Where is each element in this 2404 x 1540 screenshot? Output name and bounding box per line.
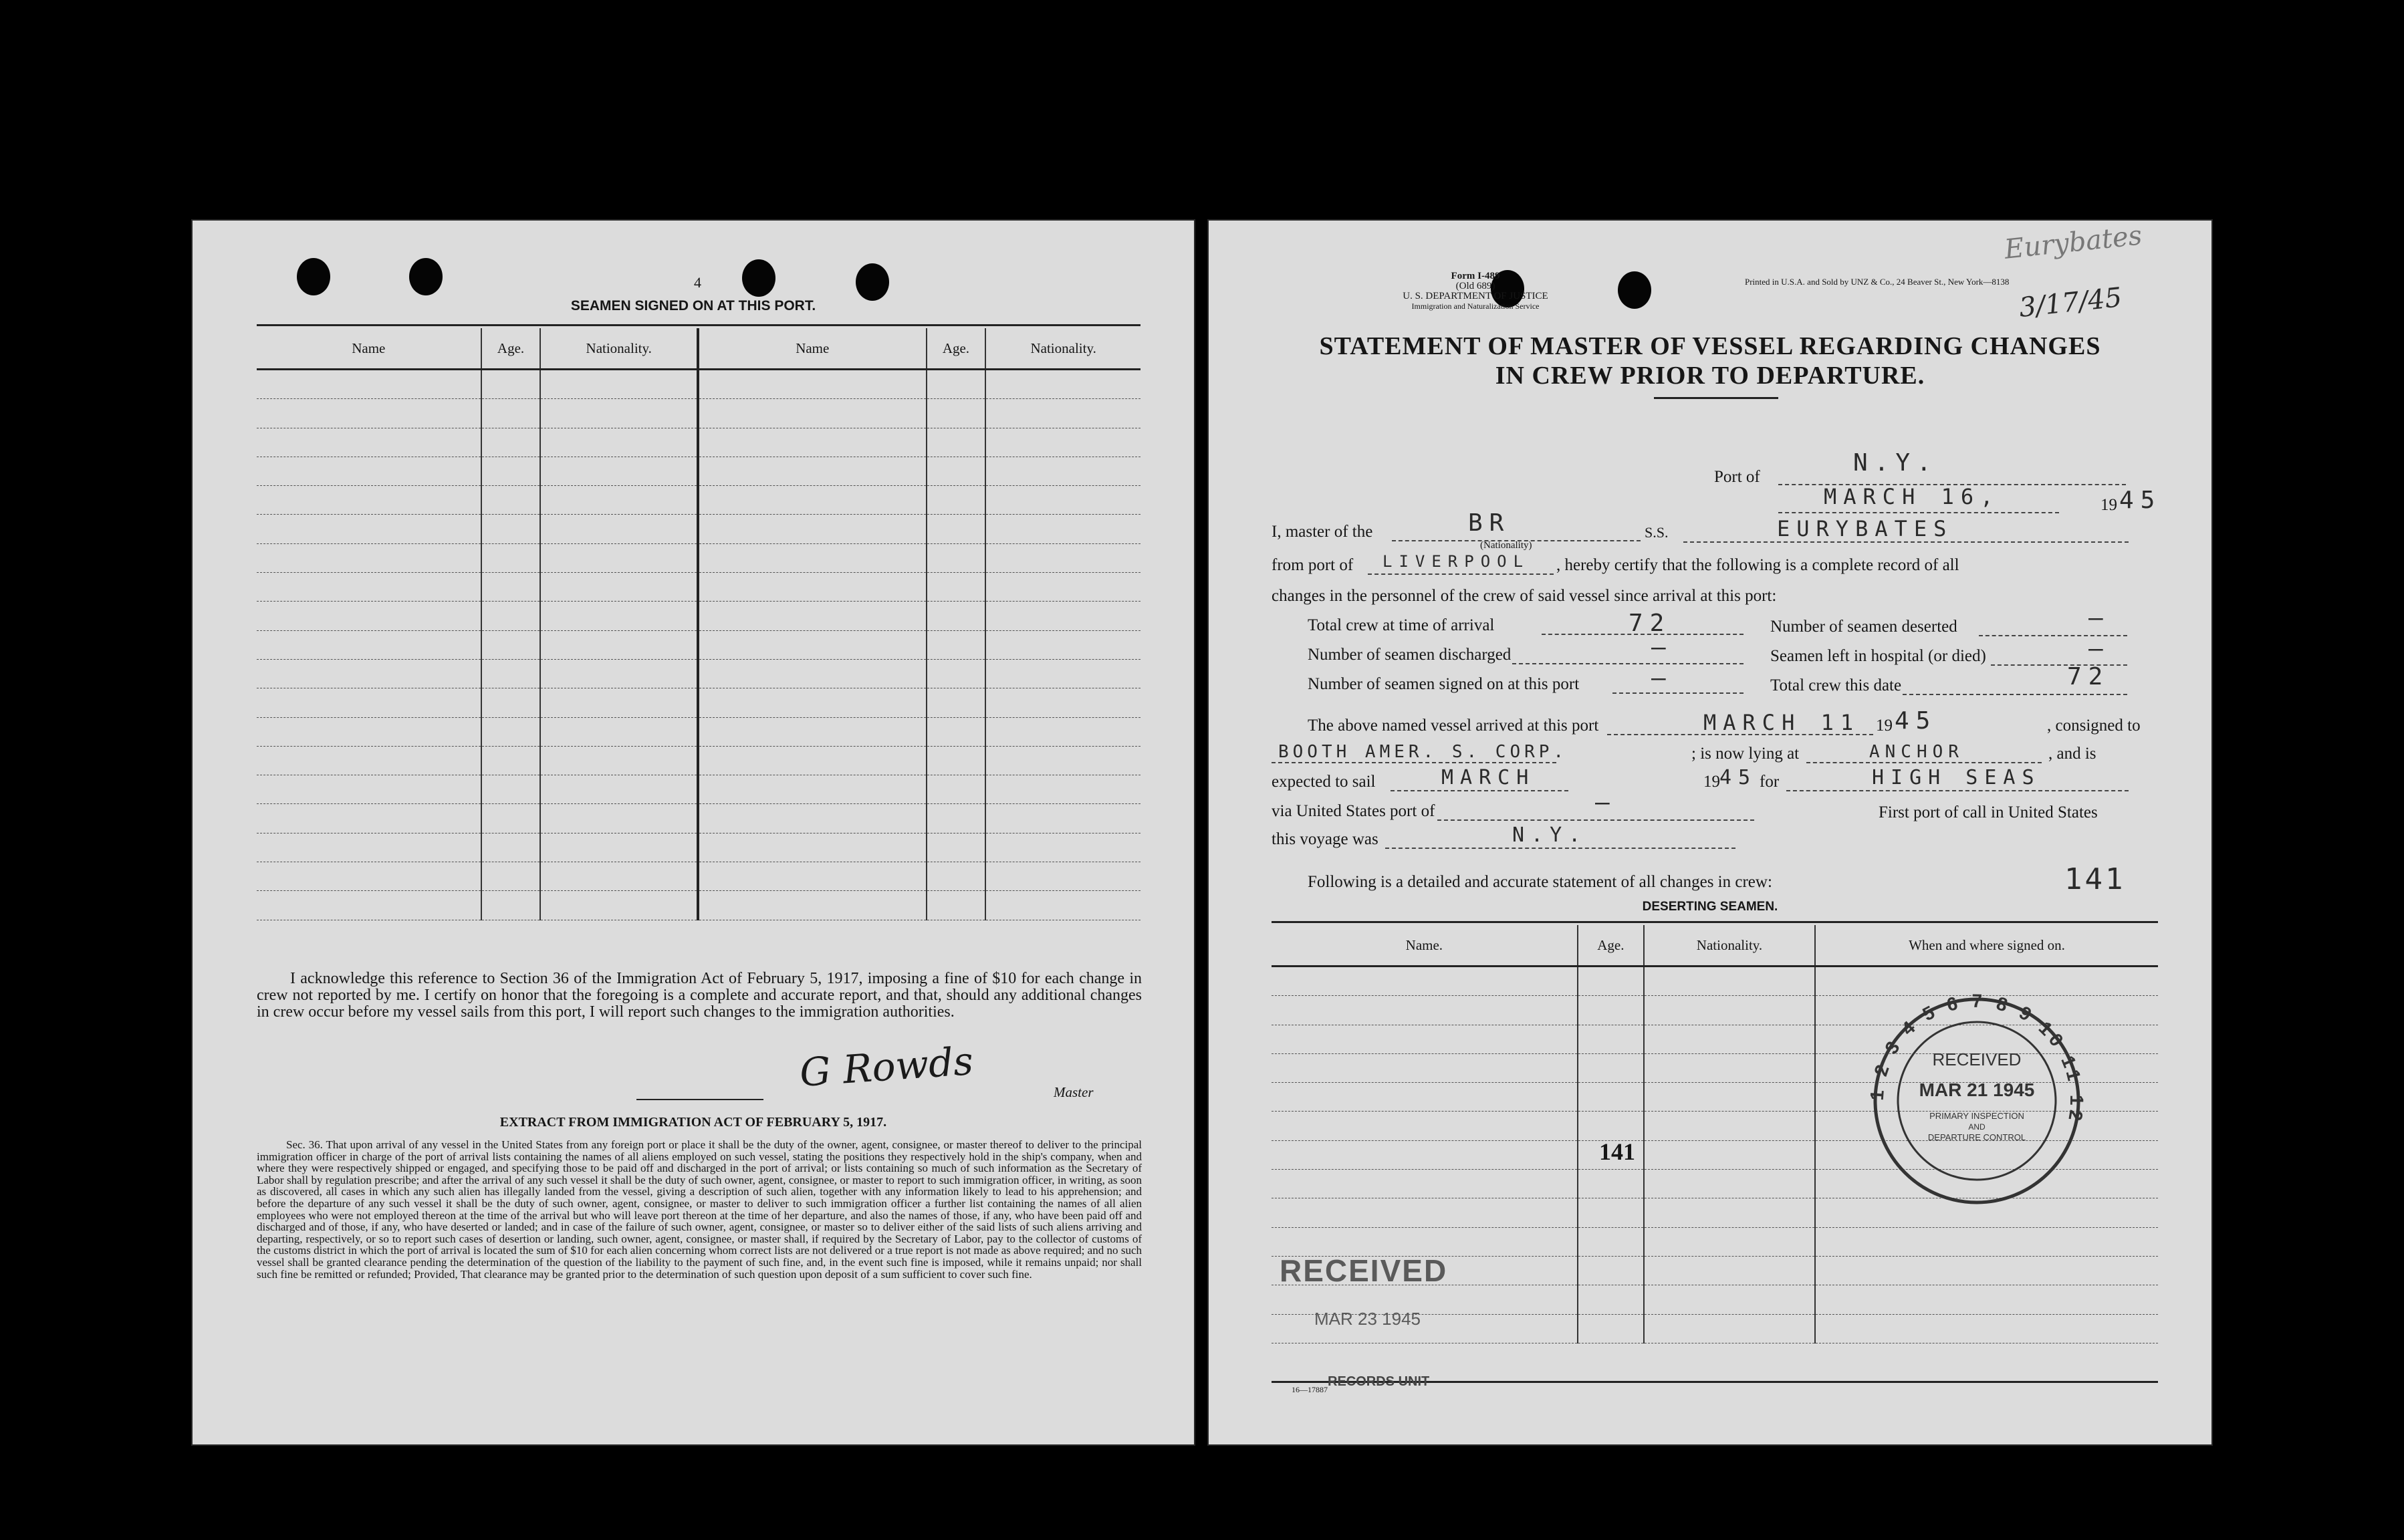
expected-label: expected to sail bbox=[1272, 773, 1376, 791]
table-cell bbox=[1644, 1227, 1815, 1256]
table-top-rule bbox=[1272, 921, 2158, 923]
table-row bbox=[257, 399, 1140, 428]
and-is-label: , and is bbox=[2048, 745, 2096, 763]
cell-141: 141 bbox=[1599, 1138, 1635, 1165]
table-cell bbox=[698, 833, 927, 862]
col-header-nationality: Nationality. bbox=[1644, 925, 1815, 967]
table-cell bbox=[540, 630, 698, 659]
punch-hole bbox=[856, 263, 889, 301]
col-header-age: Age. bbox=[1578, 925, 1644, 967]
table-cell bbox=[1815, 1227, 2158, 1256]
consignee-line bbox=[1272, 762, 1556, 763]
table-cell bbox=[540, 746, 698, 775]
table-cell bbox=[698, 862, 927, 891]
table-cell bbox=[927, 630, 986, 659]
table-cell bbox=[985, 688, 1140, 717]
table-row bbox=[257, 602, 1140, 630]
table-cell bbox=[540, 457, 698, 485]
table-cell bbox=[985, 775, 1140, 804]
table-header-row bbox=[1272, 925, 2158, 967]
table-cell bbox=[1272, 1198, 1578, 1227]
round-stamp-title: RECEIVED bbox=[1932, 1049, 2022, 1069]
table-cell bbox=[927, 833, 986, 862]
table-row bbox=[257, 717, 1140, 746]
table-cell bbox=[985, 486, 1140, 515]
title-underline bbox=[1654, 397, 1778, 399]
table-cell bbox=[481, 486, 541, 515]
table-cell bbox=[1272, 1140, 1578, 1169]
table-cell bbox=[698, 399, 927, 428]
total-arrival-value: 72 bbox=[1629, 610, 1671, 637]
table-cell bbox=[540, 659, 698, 688]
table-cell bbox=[1644, 1083, 1815, 1112]
table-cell bbox=[1644, 1112, 1815, 1140]
expected-value: MARCH bbox=[1441, 766, 1536, 789]
table-cell bbox=[1578, 1170, 1644, 1198]
right-page bbox=[1207, 219, 2213, 1446]
discharged-line bbox=[1512, 663, 1744, 664]
table-cell bbox=[698, 688, 927, 717]
table-cell bbox=[985, 891, 1140, 920]
table-cell bbox=[1644, 1256, 1815, 1285]
table-cell bbox=[257, 746, 481, 775]
table-row bbox=[257, 688, 1140, 717]
table-cell bbox=[1644, 1025, 1815, 1053]
port-value: N.Y. bbox=[1853, 449, 1938, 477]
table-row bbox=[257, 573, 1140, 602]
extract-text: Sec. 36. That upon arrival of any vessel in the United States from any foreign port or place it shall be the duty of the owner, agent, consignee, or master thereof to deliver to the principal immigration officer in charge of the port of arrival lists containing the names of all aliens employed on such vessel, stating the positions they respectively hold in the ship's company, when and where they were respectively shipped or engaged, and specifying those to be paid off and discharged in the port of arrival; or lists containing so much of such information as the Secretary of Labor shall by regulation prescribe; and after the arrival of any such vessel it shall be the duty of such owner, agent, consignee, or master to report to such immigration officer, in writing, as soon as discovered, all cases in which any such alien has illegally landed from the vessel, giving a description of such alien, together with any information likely to lead to his apprehension; and before the departure of any such vessel it shall be the duty of such owner, agent, consignee, or master to deliver to such immigration officer a further list containing the names of all alien employees who were not employed thereon at the time of the arrival but who will leave port thereon at the time of her departure, and also the names of those, if any, who have been paid off and discharged and of those, if any, who have deserted or landed; and in case of the failure of such owner, agent, consignee, or master so to deliver either of the said lists of such aliens arriving and departing, respectively, or so to report such cases of desertion or landing, such owner, agent, consignee, or master shall, if required by the Secretary of Labor, pay to the collector of customs of the customs district in which the port of arrival is located the sum of $10 for each alien concerning whom correct lists are not delivered or a true report is not made as above required; and no such vessel shall be granted clearance pending the determination of the question of the liability to the payment of such fine, and, in the event such fine is imposed, while it remains unpaid; nor shall such fine be remitted or refunded; Provided, That clearance may be granted prior to the determination of such question upon deposit of a sum sufficient to cover such fine. bbox=[257, 1138, 1142, 1281]
table-cell bbox=[927, 717, 986, 746]
table-row bbox=[1272, 1227, 2158, 1256]
table-cell bbox=[1644, 1314, 1815, 1343]
table-cell bbox=[540, 775, 698, 804]
table-cell bbox=[481, 515, 541, 543]
margin-note-date: 3/17/45 bbox=[2018, 282, 2124, 324]
deserted-label: Number of seamen deserted bbox=[1770, 618, 1957, 636]
via-line bbox=[1437, 819, 1754, 821]
master-label: Master bbox=[1054, 1084, 1094, 1100]
signed-on-label: Number of seamen signed on at this port bbox=[1308, 675, 1580, 693]
table-cell bbox=[540, 573, 698, 602]
year-prefix: 19 bbox=[2100, 496, 2117, 514]
punch-hole bbox=[742, 259, 775, 297]
arrived-value: MARCH 11 bbox=[1703, 710, 1860, 735]
round-stamp-line3: DEPARTURE CONTROL bbox=[1927, 1132, 2026, 1142]
table-cell bbox=[985, 659, 1140, 688]
service-name: Immigration and Naturalization Service bbox=[1411, 301, 1540, 311]
table-cell bbox=[1815, 1314, 2158, 1343]
discharged-value: — bbox=[1651, 634, 1673, 661]
nationality-value: BR bbox=[1468, 509, 1511, 537]
master-of-label: I, master of the bbox=[1272, 523, 1373, 541]
table-cell bbox=[927, 573, 986, 602]
table-cell bbox=[257, 573, 481, 602]
table-cell bbox=[698, 804, 927, 833]
lying-value: ANCHOR bbox=[1869, 742, 1964, 762]
table-cell bbox=[1644, 967, 1815, 996]
round-stamp-ring: 1 2 3 4 5 6 7 8 9 10 11 12 bbox=[1867, 991, 2087, 1126]
table-cell bbox=[985, 573, 1140, 602]
deserted-value: — bbox=[2088, 604, 2110, 632]
port-label: Port of bbox=[1714, 468, 1760, 486]
vessel-line bbox=[1683, 541, 2129, 543]
table-cell bbox=[1272, 996, 1578, 1025]
table-cell bbox=[1578, 1314, 1644, 1343]
master-signature: G Rowds bbox=[798, 1038, 975, 1096]
table-cell bbox=[257, 862, 481, 891]
table-cell bbox=[1815, 1256, 2158, 1285]
table-cell bbox=[927, 804, 986, 833]
table-row bbox=[257, 486, 1140, 515]
round-stamp-graphic bbox=[1867, 991, 2087, 1211]
title-line-2: IN CREW PRIOR TO DEPARTURE. bbox=[1495, 362, 1925, 390]
table-cell bbox=[540, 891, 698, 920]
table-cell bbox=[540, 515, 698, 543]
table-cell bbox=[481, 659, 541, 688]
total-date-label: Total crew this date bbox=[1770, 676, 1902, 694]
for-label: for bbox=[1760, 773, 1780, 791]
table-cell bbox=[257, 515, 481, 543]
table-cell bbox=[257, 399, 481, 428]
table-cell bbox=[927, 543, 986, 572]
printer-notice: Printed in U.S.A. and Sold by UNZ & Co., 24 Beaver St., New York—8138 bbox=[1745, 277, 2010, 287]
table-cell bbox=[927, 688, 986, 717]
consigned-label: , consigned to bbox=[2047, 717, 2141, 735]
table-cell bbox=[257, 543, 481, 572]
following-label: Following is a detailed and accurate statement of all changes in crew: bbox=[1308, 873, 1772, 891]
table-cell bbox=[698, 515, 927, 543]
table-cell bbox=[985, 862, 1140, 891]
table-cell bbox=[481, 630, 541, 659]
from-port-value: LIVERPOOL bbox=[1383, 552, 1530, 571]
table-cell bbox=[257, 486, 481, 515]
table-cell bbox=[257, 457, 481, 485]
deserting-title: DESERTING SEAMEN. bbox=[1642, 900, 1778, 914]
table-cell bbox=[1578, 1227, 1644, 1256]
table-cell bbox=[481, 862, 541, 891]
table-cell bbox=[481, 775, 541, 804]
table-cell bbox=[927, 862, 986, 891]
table-cell bbox=[481, 428, 541, 457]
table-cell bbox=[1644, 1198, 1815, 1227]
table-cell bbox=[1272, 1083, 1578, 1112]
table-cell bbox=[257, 804, 481, 833]
punch-hole bbox=[409, 258, 443, 295]
table-row bbox=[257, 746, 1140, 775]
arrived-label: The above named vessel arrived at this port bbox=[1308, 717, 1599, 735]
table-cell bbox=[698, 573, 927, 602]
table-cell bbox=[985, 746, 1140, 775]
voyage-value: N.Y. bbox=[1512, 823, 1588, 847]
col-header-nationality: Nationality. bbox=[985, 328, 1140, 370]
table-row bbox=[257, 862, 1140, 891]
total-date-value: 72 bbox=[2067, 663, 2110, 690]
table-cell bbox=[540, 717, 698, 746]
expected-line bbox=[1391, 790, 1568, 791]
col-header-age: Age. bbox=[927, 328, 986, 370]
table-cell bbox=[1644, 1285, 1815, 1314]
table-cell bbox=[481, 833, 541, 862]
round-received-stamp bbox=[1867, 991, 2087, 1211]
table-cell bbox=[540, 370, 698, 399]
table-cell bbox=[698, 746, 927, 775]
table-cell bbox=[985, 717, 1140, 746]
table-cell bbox=[257, 891, 481, 920]
lying-label: ; is now lying at bbox=[1691, 745, 1800, 763]
expected-year-prefix: 19 bbox=[1703, 773, 1720, 791]
top-rule bbox=[257, 324, 1140, 326]
total-arrival-label: Total crew at time of arrival bbox=[1308, 616, 1495, 634]
table-cell bbox=[698, 370, 927, 399]
table-cell bbox=[1644, 996, 1815, 1025]
table-cell bbox=[1644, 1140, 1815, 1169]
table-cell bbox=[481, 688, 541, 717]
col-header-name: Name bbox=[698, 328, 927, 370]
table-cell bbox=[985, 428, 1140, 457]
table-cell bbox=[257, 833, 481, 862]
table-cell bbox=[1644, 1053, 1815, 1082]
table-cell bbox=[257, 428, 481, 457]
table-cell bbox=[257, 659, 481, 688]
punch-hole bbox=[1618, 271, 1651, 309]
table-cell bbox=[927, 746, 986, 775]
table-cell bbox=[698, 630, 927, 659]
table-cell bbox=[1578, 1053, 1644, 1082]
table-cell bbox=[927, 515, 986, 543]
table-cell bbox=[927, 428, 986, 457]
form-number: Form I-489 bbox=[1451, 271, 1500, 281]
table-row bbox=[257, 891, 1140, 920]
punch-hole bbox=[297, 258, 330, 295]
nationality-caption: (Nationality) bbox=[1480, 540, 1532, 551]
table-cell bbox=[698, 602, 927, 630]
voyage-label: this voyage was bbox=[1272, 830, 1378, 848]
signed-on-value: — bbox=[1651, 664, 1673, 692]
col-header-age: Age. bbox=[481, 328, 541, 370]
via-value: — bbox=[1595, 789, 1616, 816]
table-row bbox=[257, 630, 1140, 659]
table-row bbox=[257, 370, 1140, 399]
table-cell bbox=[257, 717, 481, 746]
form-old-number: (Old 689) bbox=[1455, 281, 1495, 291]
department-name: U. S. DEPARTMENT OF JUSTICE bbox=[1403, 291, 1548, 301]
table-cell bbox=[540, 428, 698, 457]
table-cell bbox=[481, 370, 541, 399]
table-cell bbox=[698, 775, 927, 804]
voyage-line bbox=[1385, 848, 1735, 849]
records-unit-stamp: RECORDS UNIT bbox=[1328, 1374, 1430, 1389]
table-cell bbox=[1578, 1112, 1644, 1140]
table-cell bbox=[985, 833, 1140, 862]
table-cell bbox=[985, 543, 1140, 572]
table-cell bbox=[481, 804, 541, 833]
table-cell bbox=[927, 457, 986, 485]
table-cell bbox=[257, 688, 481, 717]
table-cell bbox=[698, 543, 927, 572]
total-date-line bbox=[1903, 694, 2127, 695]
table-cell bbox=[540, 543, 698, 572]
table-cell bbox=[1578, 967, 1644, 996]
table-cell bbox=[1272, 1025, 1578, 1053]
table-cell bbox=[1578, 1083, 1644, 1112]
table-cell bbox=[927, 602, 986, 630]
table-cell bbox=[1272, 1112, 1578, 1140]
year-value: 45 bbox=[2119, 487, 2162, 514]
received-stamp-date: MAR 23 1945 bbox=[1314, 1309, 1421, 1329]
table-cell bbox=[1644, 1170, 1815, 1198]
table-cell bbox=[1272, 1170, 1578, 1198]
table-cell bbox=[1272, 1227, 1578, 1256]
extract-title: EXTRACT FROM IMMIGRATION ACT OF FEBRUARY 5, 1917. bbox=[499, 1115, 887, 1130]
table-cell bbox=[257, 370, 481, 399]
first-port-label: First port of call in United States bbox=[1879, 803, 2098, 821]
table-cell bbox=[481, 573, 541, 602]
lying-line bbox=[1806, 762, 2042, 763]
from-port-line bbox=[1368, 573, 1554, 575]
annotation-141: 141 bbox=[2064, 862, 2126, 896]
table-cell bbox=[1578, 1198, 1644, 1227]
table-cell bbox=[927, 486, 986, 515]
received-stamp: RECEIVED bbox=[1280, 1253, 1448, 1288]
title-line-1: STATEMENT OF MASTER OF VESSEL REGARDING CHANGES bbox=[1319, 332, 2101, 360]
via-label: via United States port of bbox=[1272, 802, 1435, 820]
col-header-nationality: Nationality. bbox=[540, 328, 698, 370]
consignee-value: BOOTH AMER. S. CORP. bbox=[1278, 742, 1568, 762]
table-cell bbox=[927, 775, 986, 804]
hospital-label: Seamen left in hospital (or died) bbox=[1770, 647, 1986, 665]
table-cell bbox=[698, 891, 927, 920]
col-header-name: Name bbox=[257, 328, 481, 370]
table-cell bbox=[540, 804, 698, 833]
table-cell bbox=[1578, 1256, 1644, 1285]
date-line bbox=[1778, 512, 2059, 513]
page-number: 4 bbox=[694, 274, 701, 291]
col-header-name: Name. bbox=[1272, 925, 1578, 967]
table-row bbox=[257, 457, 1140, 485]
table-cell bbox=[481, 717, 541, 746]
round-stamp-date: MAR 21 1945 bbox=[1919, 1079, 2035, 1100]
table-cell bbox=[985, 457, 1140, 485]
table-cell bbox=[257, 775, 481, 804]
arrived-year-value: 45 bbox=[1895, 707, 1937, 735]
table-row bbox=[257, 515, 1140, 543]
arrived-year-prefix: 19 bbox=[1876, 717, 1893, 735]
table-cell bbox=[1578, 1285, 1644, 1314]
expected-year-value: 45 bbox=[1719, 766, 1758, 789]
round-stamp-line2: AND bbox=[1968, 1122, 1986, 1132]
table-cell bbox=[927, 659, 986, 688]
table-cell bbox=[1578, 1025, 1644, 1053]
table-cell bbox=[985, 370, 1140, 399]
signed-on-line bbox=[1612, 692, 1744, 694]
table-cell bbox=[540, 486, 698, 515]
seamen-signed-on-table bbox=[257, 328, 1140, 920]
table-row bbox=[257, 428, 1140, 457]
discharged-label: Number of seamen discharged bbox=[1308, 646, 1512, 664]
table-row bbox=[257, 543, 1140, 572]
hospital-value: — bbox=[2088, 635, 2110, 662]
table-cell bbox=[1272, 967, 1578, 996]
table-cell bbox=[1815, 1285, 2158, 1314]
table-cell bbox=[540, 833, 698, 862]
table-cell bbox=[481, 543, 541, 572]
table-cell bbox=[927, 399, 986, 428]
col-header-when-where: When and where signed on. bbox=[1815, 925, 2158, 967]
margin-note-vessel: Eurybates bbox=[2003, 220, 2144, 265]
table-cell bbox=[698, 457, 927, 485]
table-cell bbox=[481, 457, 541, 485]
table-row bbox=[257, 833, 1140, 862]
table-row bbox=[257, 804, 1140, 833]
for-line bbox=[1786, 790, 2129, 791]
table-cell bbox=[698, 659, 927, 688]
table-cell bbox=[540, 399, 698, 428]
acknowledgment-text: I acknowledge this reference to Section 36 of the Immigration Act of February 5, 1917, imposing a fine of $10 for each change in crew not reported by me. I certify on honor that the foregoing is a complete and accurate report, and that, should any additional changes in crew occur before my vessel sails from this port, I will report such changes to the immigration authorities. bbox=[257, 970, 1142, 1021]
table-cell bbox=[698, 717, 927, 746]
form-title bbox=[1207, 332, 2213, 390]
form-header bbox=[1399, 271, 1552, 311]
table-cell bbox=[985, 399, 1140, 428]
table-row bbox=[257, 659, 1140, 688]
round-stamp-line1: PRIMARY INSPECTION bbox=[1929, 1111, 2024, 1121]
table-cell bbox=[985, 804, 1140, 833]
table-cell bbox=[985, 602, 1140, 630]
certify-text: , hereby certify that the following is a complete record of all bbox=[1556, 556, 1959, 574]
table-cell bbox=[985, 630, 1140, 659]
table-cell bbox=[257, 602, 481, 630]
table-cell bbox=[1272, 1053, 1578, 1082]
table-row bbox=[257, 775, 1140, 804]
table-cell bbox=[985, 515, 1140, 543]
table-cell bbox=[481, 399, 541, 428]
table-cell bbox=[1578, 996, 1644, 1025]
section-title: SEAMEN SIGNED ON AT THIS PORT. bbox=[570, 298, 816, 313]
table-cell bbox=[540, 862, 698, 891]
table-cell bbox=[257, 630, 481, 659]
table-cell bbox=[927, 891, 986, 920]
signature-rule bbox=[636, 1099, 763, 1100]
vessel-name: EURYBATES bbox=[1777, 516, 1953, 541]
table-cell bbox=[540, 602, 698, 630]
table-header-row bbox=[257, 328, 1140, 370]
table-cell bbox=[481, 602, 541, 630]
table-cell bbox=[481, 891, 541, 920]
table-cell bbox=[540, 688, 698, 717]
date-value: MARCH 16, bbox=[1824, 484, 2000, 509]
for-value: HIGH SEAS bbox=[1872, 766, 2041, 789]
table-cell bbox=[698, 428, 927, 457]
from-port-label: from port of bbox=[1272, 556, 1354, 574]
ss-label: S.S. bbox=[1645, 524, 1669, 541]
table-cell bbox=[698, 486, 927, 515]
footer-code: 16—17887 bbox=[1292, 1385, 1328, 1394]
table-cell bbox=[927, 370, 986, 399]
certify-text-2: changes in the personnel of the crew of said vessel since arrival at this port: bbox=[1272, 587, 1777, 605]
table-cell bbox=[481, 746, 541, 775]
left-page bbox=[191, 219, 1195, 1446]
